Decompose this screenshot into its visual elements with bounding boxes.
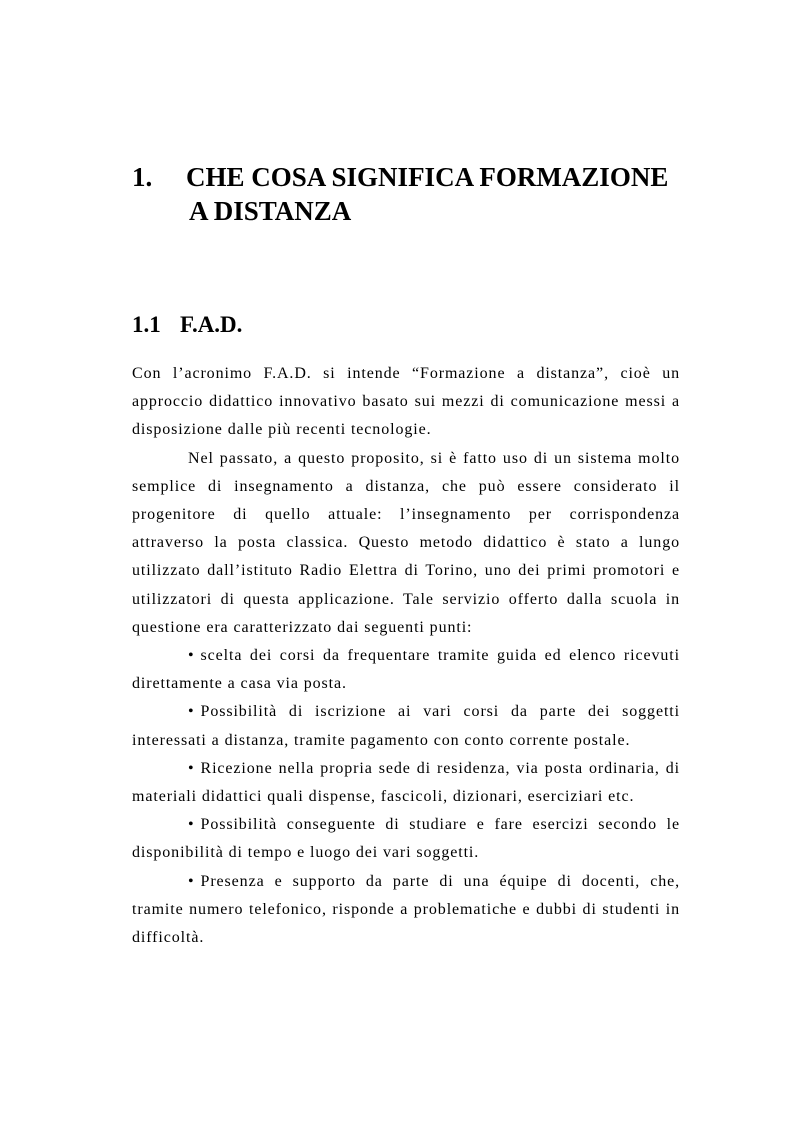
chapter-title-line-1: CHE COSA SIGNIFICA FORMAZIONE [186,162,669,192]
bullet-text: Possibilità conseguente di studiare e fare esercizi secondo le disponibilità di tempo e luogo dei vari soggetti. [132,816,680,862]
bullet-text: Possibilità di iscrizione ai vari corsi da parte dei soggetti interessati a distanza, tramite pagamento con conto corrente postale. [132,703,680,749]
chapter-title-line-2: A DISTANZA [189,196,352,226]
bullet-icon: • [188,759,195,777]
bullet-icon: • [188,816,195,834]
bullet-icon: • [188,872,195,890]
section-number: 1.1 [132,312,161,337]
bullet-text: Presenza e supporto da parte di una équipe di docenti, che, tramite numero telefonico, risponde a problematiche e dubbi di studenti in difficoltà. [132,872,680,947]
bullet-item [132,755,680,811]
section-title: F.A.D. [180,312,243,337]
bullet-item [132,868,680,953]
paragraph: Nel passato, a questo proposito, si è fatto uso di un sistema molto semplice di insegnamento a distanza, che può essere considerato il progenitore di quello attuale: l’insegnamento per corrispondenza attraverso la posta classica. Questo metodo didattico è stato a lungo utilizzato dall’istituto Radio Elettra di Torino, uno dei primi promotori e utilizzatori di questa applicazione. Tale servizio offerto dalla scuola in questione era caratterizzato dai seguenti punti: [132,449,680,636]
chapter-number: 1. [132,162,153,192]
paragraph: Con l’acronimo F.A.D. si intende “Formazione a distanza”, cioè un approccio didattico innovativo basato sui mezzi di comunicazione messi a disposizione dalle più recenti tecnologie. [132,365,680,439]
bullet-item [132,698,680,754]
bullet-text: Ricezione nella propria sede di residenza, via posta ordinaria, di materiali didattici quali dispense, fascicoli, dizionari, eserciziari etc. [132,759,680,806]
body-text [132,360,680,952]
bullet-icon: • [188,647,195,665]
bullet-item [132,811,680,867]
bullet-text: scelta dei corsi da frequentare tramite guida ed elenco ricevuti direttamente a casa via posta. [132,647,680,693]
section-heading [132,310,242,340]
bullet-item [132,642,680,698]
bullet-icon: • [188,703,195,721]
